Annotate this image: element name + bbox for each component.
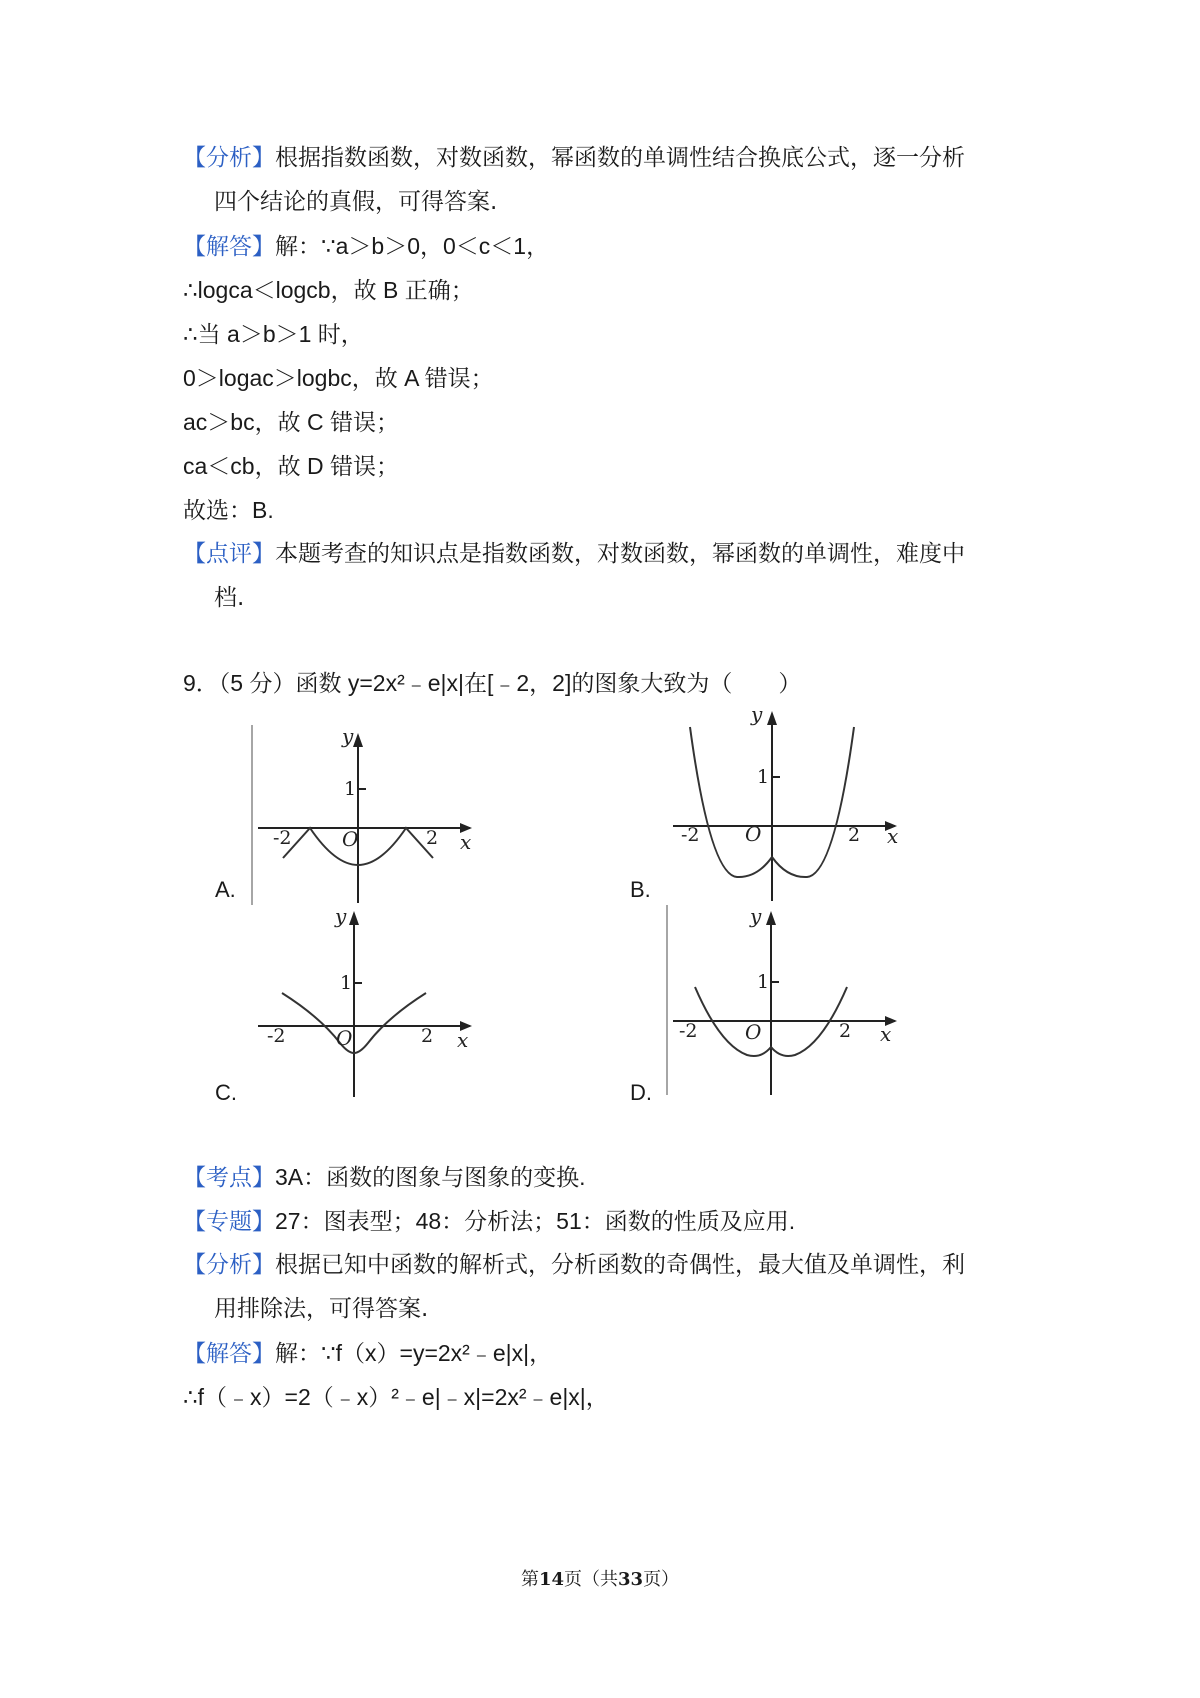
solution-line-5: ac＞bc，故 C 错误；: [183, 409, 399, 435]
tick-two: 2: [421, 1025, 434, 1047]
solution-line-7: 故选：B.: [183, 497, 274, 523]
comment-text: 本题考查的知识点是指数函数，对数函数，幂函数的单调性，难度中: [275, 541, 965, 567]
footer-mid: 页（共: [564, 1569, 618, 1590]
footer-post: 页）: [643, 1569, 680, 1590]
analysis2-line-1: [183, 1250, 965, 1280]
origin-label: O: [745, 822, 762, 846]
tick-neg-two: -2: [681, 824, 700, 846]
analysis2-line-2: 用排除法，可得答案.: [214, 1296, 429, 1322]
tick-one: 1: [757, 766, 770, 788]
footer-pre: 第: [520, 1569, 539, 1590]
option-d-graph: [665, 905, 905, 1100]
option-c-graph: [250, 905, 480, 1100]
tick-two: 2: [848, 824, 861, 846]
tick-one: 1: [340, 972, 353, 994]
tick-one: 1: [757, 971, 770, 993]
origin-label: O: [342, 827, 359, 851]
footer-total-pages: 33: [618, 1569, 644, 1590]
option-a-label: A.: [215, 877, 236, 902]
page-footer: [0, 1565, 1200, 1591]
zhuanti-tag: 【专题】: [183, 1208, 275, 1234]
kaodian-tag: 【考点】: [183, 1164, 275, 1190]
analysis-line-1: [183, 143, 965, 173]
tick-neg-two: -2: [273, 827, 292, 849]
zhuanti-text: 27：图表型；48：分析法；51：函数的性质及应用.: [275, 1208, 796, 1234]
origin-label: O: [336, 1026, 353, 1050]
kaodian-line: [183, 1162, 586, 1192]
solution2-tag: 【解答】: [183, 1340, 275, 1366]
x-axis-label: x: [887, 824, 899, 848]
footer-page-number: 14: [538, 1569, 564, 1590]
tick-neg-two: -2: [679, 1020, 698, 1042]
option-b-label: B.: [630, 877, 651, 902]
solution-line-4: 0＞logac＞logbc，故 A 错误；: [183, 365, 494, 391]
solution2-line-1: [183, 1338, 552, 1368]
tick-neg-two: -2: [267, 1025, 286, 1047]
tick-two: 2: [426, 827, 439, 849]
option-a-graph: [250, 725, 480, 905]
x-axis-label: x: [460, 830, 472, 854]
kaodian-text: 3A：函数的图象与图象的变换.: [275, 1164, 586, 1190]
comment-line-2: 档.: [214, 585, 245, 611]
solution-line-3: ∴当 a＞b＞1 时，: [183, 321, 364, 347]
y-axis-label: y: [335, 905, 347, 928]
y-axis-label: y: [750, 905, 762, 928]
analysis-text: 根据指数函数，对数函数，幂函数的单调性结合换底公式，逐一分析: [275, 145, 965, 171]
option-d-label: D.: [630, 1080, 652, 1105]
comment-tag: 【点评】: [183, 541, 275, 567]
analysis-tag: 【分析】: [183, 145, 275, 171]
option-b-graph: [665, 705, 905, 905]
solution2-line-2: ∴f（﹣x）=2（﹣x）²﹣e|﹣x|=2x²﹣e|x|，: [183, 1384, 609, 1410]
solution-line-2: ∴logca＜logcb，故 B 正确；: [183, 277, 474, 303]
y-axis-label: y: [751, 705, 763, 726]
x-axis-label: x: [880, 1022, 892, 1046]
solution2-text: 解：∵f（x）=y=2x²﹣e|x|，: [275, 1340, 553, 1366]
comment-line-1: [183, 539, 965, 569]
tick-one: 1: [344, 778, 357, 800]
solution-line-1: [183, 231, 549, 261]
y-axis-label: y: [342, 725, 354, 748]
analysis2-text: 根据已知中函数的解析式，分析函数的奇偶性，最大值及单调性，利: [275, 1252, 965, 1278]
analysis-line-2: 四个结论的真假，可得答案.: [214, 189, 498, 215]
question-9-text: 9．（5 分）函数 y=2x²﹣e|x|在[﹣2，2]的图象大致为（ ）: [183, 670, 802, 696]
zhuanti-line: [183, 1206, 795, 1236]
option-c-label: C.: [215, 1080, 237, 1105]
solution-tag: 【解答】: [183, 233, 275, 259]
solution-text: 解：∵a＞b＞0，0＜c＜1，: [275, 233, 550, 259]
analysis2-tag: 【分析】: [183, 1252, 275, 1278]
origin-label: O: [745, 1020, 762, 1044]
solution-line-6: ca＜cb，故 D 错误；: [183, 453, 399, 479]
x-axis-label: x: [457, 1028, 469, 1052]
tick-two: 2: [839, 1020, 852, 1042]
